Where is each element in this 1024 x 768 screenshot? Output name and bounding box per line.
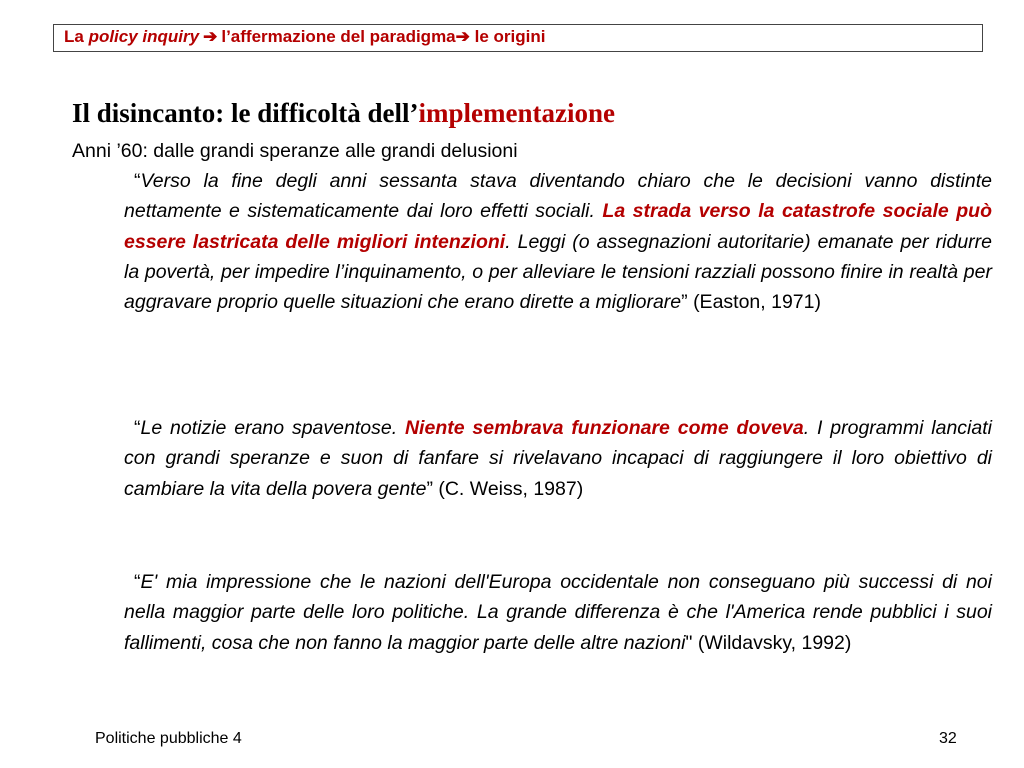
quote-citation: " (Wildavsky, 1992) <box>685 631 852 654</box>
footer-course-label: Politiche pubbliche 4 <box>95 730 242 747</box>
quote-weiss <box>124 413 992 504</box>
slide-subtitle: Anni ’60: dalle grandi speranze alle grandi delusioni <box>72 140 518 162</box>
header-policy-inquiry: policy inquiry <box>88 27 200 46</box>
quote-highlight: Niente sembrava funzionare come doveva <box>404 417 804 439</box>
quote-text: E' mia impressione che le nazioni dell'Europa occidentale non conseguano più successi di noi nella maggior parte delle loro politiche. La grande differenza è che l'America rende pubblici i suoi fallimenti, cosa che non fanno la maggior parte delle altre nazioni <box>124 571 992 654</box>
quote-text-continued: . Leggi (o assegnazioni autoritarie) emanate per ridurre la povertà, per impedire l’inquinamento, o per alleviare le tensioni razziali possono finire in realtà per aggravare proprio quelle situazioni che erano dirette a migliorare <box>124 230 992 314</box>
arrow-right-icon: ➔ <box>203 27 218 46</box>
header-text-la: La <box>64 27 89 46</box>
title-main: Il disincanto: le difficoltà dell’ <box>72 98 419 128</box>
slide-title <box>72 98 615 129</box>
quote-citation: ” (Easton, 1971) <box>681 291 821 314</box>
section-header <box>53 24 983 52</box>
header-origins: le origini <box>469 27 546 46</box>
quote-text-continued: . I programmi lanciati con grandi speranze e suon di fanfare si rivelavano incapaci di raggiungere il loro obiettivo di cambiare la vita della povera gente <box>124 417 992 500</box>
title-accent: implementazione <box>418 98 615 128</box>
quote-open-mark: “ <box>134 571 141 593</box>
quote-wildavsky <box>124 567 992 658</box>
quote-open-mark: “ <box>134 417 141 439</box>
header-paradigm: l’affermazione del paradigma <box>221 27 456 46</box>
quote-easton <box>124 166 992 317</box>
quote-text: Verso la fine degli anni sessanta stava diventando chiaro che le decisioni vanno distinte nettamente e sistematicamente dai loro effetti sociali. <box>124 170 992 223</box>
page-number: 32 <box>939 730 957 747</box>
arrow-right-icon: ➔ <box>455 27 470 46</box>
quote-open-mark: “ <box>134 170 141 192</box>
quote-highlight: La strada verso la catastrofe sociale può essere lastricata delle migliori intenzioni <box>124 200 992 253</box>
quote-text: Le notizie erano spaventose. <box>140 417 405 439</box>
quote-citation: ” (C. Weiss, 1987) <box>426 477 584 500</box>
